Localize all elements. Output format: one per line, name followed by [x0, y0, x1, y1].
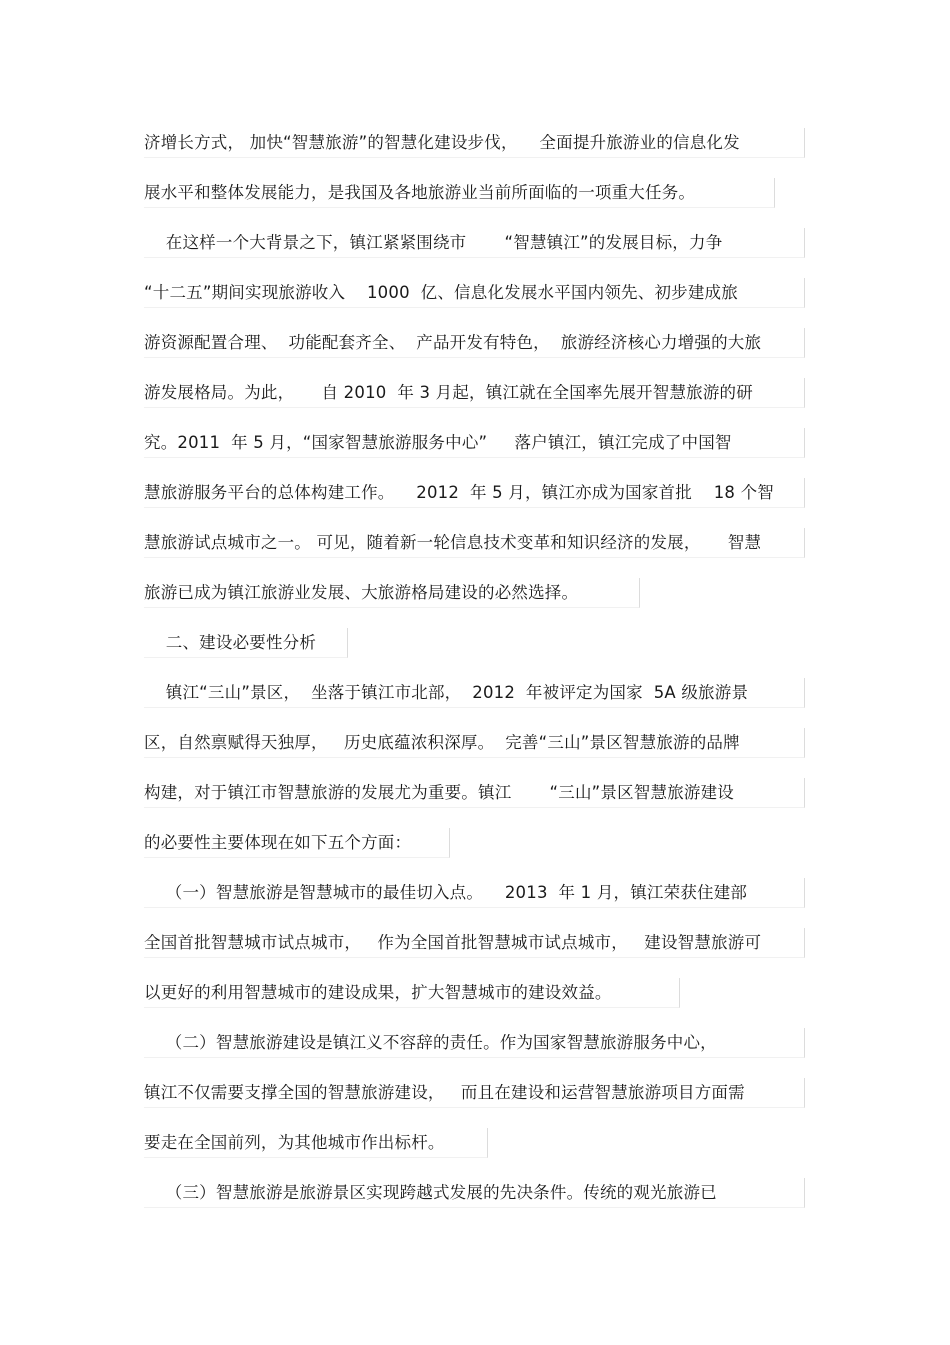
- text-line-15: 的必要性主要体现在如下五个方面：: [144, 828, 450, 858]
- text-line-18: 以更好的利用智慧城市的建设成果，扩大智慧城市的建设效益。: [144, 978, 680, 1008]
- text-line-14: 构建，对于镇江市智慧旅游的发展尤为重要。镇江 “三山”景区智慧旅游建设: [144, 778, 805, 808]
- text-line-16: （一）智慧旅游是智慧城市的最佳切入点。 2013 年 1 月，镇江荣获住建部: [144, 878, 805, 908]
- text-line-12: 镇江“三山”景区， 坐落于镇江市北部， 2012 年被评定为国家 5A 级旅游景: [144, 678, 805, 708]
- text-line-19: （二）智慧旅游建设是镇江义不容辞的责任。作为国家智慧旅游服务中心，: [144, 1028, 805, 1058]
- text-line-22: （三）智慧旅游是旅游景区实现跨越式发展的先决条件。传统的观光旅游已: [144, 1178, 805, 1208]
- text-line-17: 全国首批智慧城市试点城市， 作为全国首批智慧城市试点城市， 建设智慧旅游可: [144, 928, 805, 958]
- text-line-8: 慧旅游服务平台的总体构建工作。 2012 年 5 月，镇江亦成为国家首批 18 个智: [144, 478, 805, 508]
- text-line-10: 旅游已成为镇江旅游业发展、大旅游格局建设的必然选择。: [144, 578, 640, 608]
- text-line-13: 区，自然禀赋得天独厚， 历史底蕴浓积深厚。 完善“三山”景区智慧旅游的品牌: [144, 728, 805, 758]
- text-line-9: 慧旅游试点城市之一。 可见，随着新一轮信息技术变革和知识经济的发展， 智慧: [144, 528, 805, 558]
- section-heading: 二、建设必要性分析: [144, 628, 348, 658]
- text-line-5: 游资源配置合理、 功能配套齐全、 产品开发有特色， 旅游经济核心力增强的大旅: [144, 328, 805, 358]
- text-line-21: 要走在全国前列，为其他城市作出标杆。: [144, 1128, 488, 1158]
- text-line-20: 镇江不仅需要支撑全国的智慧旅游建设， 而且在建设和运营智慧旅游项目方面需: [144, 1078, 805, 1108]
- text-line-4: “十二五”期间实现旅游收入 1000 亿、信息化发展水平国内领先、初步建成旅: [144, 278, 805, 308]
- text-line-2: 展水平和整体发展能力，是我国及各地旅游业当前所面临的一项重大任务。: [144, 178, 775, 208]
- text-line-6: 游发展格局。为此， 自 2010 年 3 月起，镇江就在全国率先展开智慧旅游的研: [144, 378, 805, 408]
- text-line-3: 在这样一个大背景之下，镇江紧紧围绕市 “智慧镇江”的发展目标，力争: [144, 228, 805, 258]
- text-line-7: 究。2011 年 5 月，“国家智慧旅游服务中心” 落户镇江，镇江完成了中国智: [144, 428, 805, 458]
- text-line-1: 济增长方式， 加快“智慧旅游”的智慧化建设步伐， 全面提升旅游业的信息化发: [144, 128, 805, 158]
